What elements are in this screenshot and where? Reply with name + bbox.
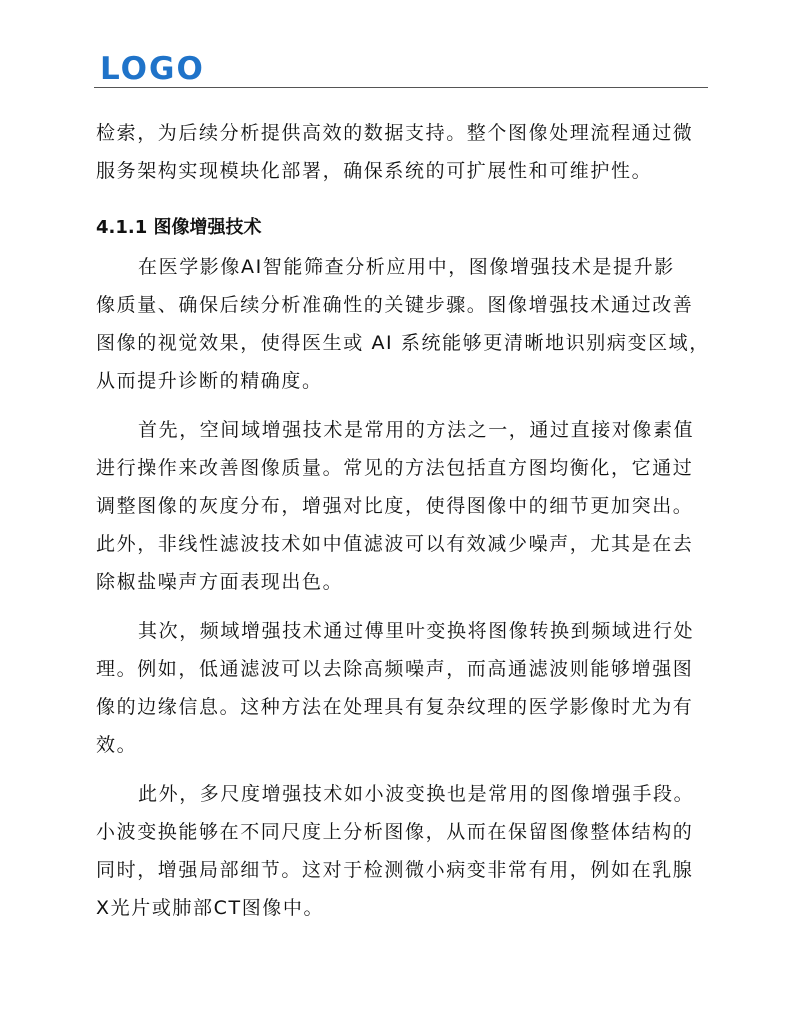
paragraph-3-line-1: 其次，频域增强技术通过傅里叶变换将图像转换到频域进行处 — [138, 620, 695, 642]
header-divider — [94, 87, 708, 88]
logo: LOGO — [100, 51, 205, 87]
paragraph-4-line-1: 此外，多尺度增强技术如小波变换也是常用的图像增强手段。 — [138, 783, 695, 805]
paragraph-4-line-3: 同时，增强局部细节。这对于检测微小病变非常有用，例如在乳腺 — [96, 859, 694, 881]
paragraph-1-line-1: 在医学影像AI智能筛查分析应用中，图像增强技术是提升影 — [138, 256, 675, 278]
intro-line-2: 服务架构实现模块化部署，确保系统的可扩展性和可维护性。 — [96, 160, 653, 182]
paragraph-1-line-2: 像质量、确保后续分析准确性的关键步骤。图像增强技术通过改善 — [96, 294, 694, 316]
paragraph-1-line-3: 图像的视觉效果，使得医生或 AI 系统能够更清晰地识别病变区域， — [96, 332, 710, 354]
paragraph-1-line-4: 从而提升诊断的精确度。 — [96, 370, 323, 392]
paragraph-2-line-1: 首先，空间域增强技术是常用的方法之一，通过直接对像素值 — [138, 419, 695, 441]
paragraph-2-line-4: 此外，非线性滤波技术如中值滤波可以有效减少噪声，尤其是在去 — [96, 533, 694, 555]
paragraph-3-line-3: 像的边缘信息。这种方法在处理具有复杂纹理的医学影像时尤为有 — [96, 696, 694, 718]
paragraph-4-line-2: 小波变换能够在不同尺度上分析图像，从而在保留图像整体结构的 — [96, 821, 694, 843]
intro-line-1: 检索，为后续分析提供高效的数据支持。整个图像处理流程通过微 — [96, 122, 694, 144]
paragraph-2-line-2: 进行操作来改善图像质量。常见的方法包括直方图均衡化，它通过 — [96, 457, 694, 479]
paragraph-2-line-3: 调整图像的灰度分布，增强对比度，使得图像中的细节更加突出。 — [96, 495, 694, 517]
paragraph-4-line-4: X光片或肺部CT图像中。 — [96, 897, 325, 919]
paragraph-2-line-5: 除椒盐噪声方面表现出色。 — [96, 571, 344, 593]
paragraph-3-line-2: 理。例如，低通滤波可以去除高频噪声，而高通滤波则能够增强图 — [96, 658, 694, 680]
paragraph-3-line-4: 效。 — [96, 734, 138, 756]
section-heading: 4.1.1 图像增强技术 — [96, 217, 262, 238]
page-header — [98, 52, 708, 88]
